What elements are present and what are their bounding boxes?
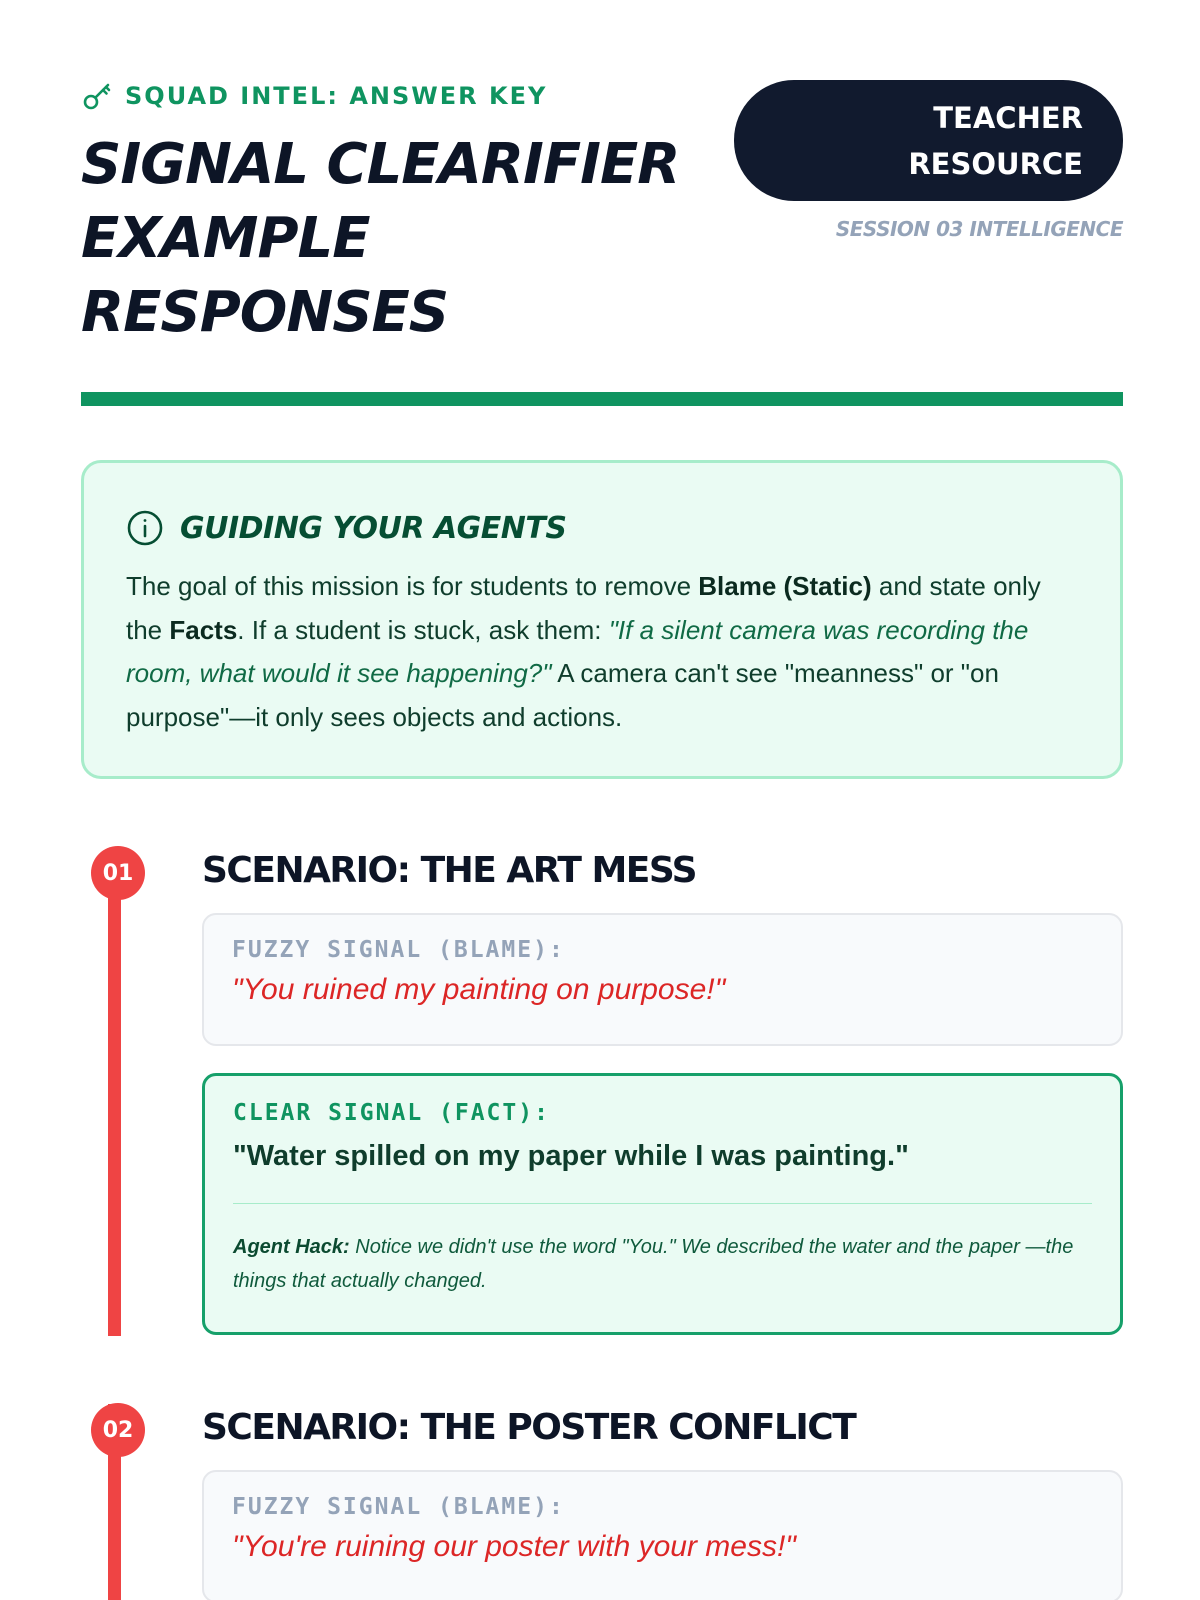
badge-line: RESOURCE: [908, 146, 1083, 181]
agent-hack-note: [233, 1230, 1092, 1298]
info-icon: [126, 509, 164, 547]
guide-bold: Facts: [169, 614, 238, 645]
guide-text: and state only the: [126, 571, 1041, 645]
title-line: SIGNAL CLEARIFIER: [81, 132, 680, 197]
agent-hack-label: Agent Hack:: [233, 1236, 350, 1258]
fuzzy-signal-card: [202, 913, 1123, 1046]
page-title: [81, 128, 761, 350]
clear-signal-card: [202, 1073, 1123, 1335]
scenario-title: SCENARIO: THE ART MESS: [202, 850, 697, 891]
fuzzy-signal-card: [202, 1470, 1123, 1600]
eyebrow-label: SQUAD INTEL: ANSWER KEY: [125, 82, 548, 110]
scenario-number: 02: [91, 1403, 145, 1457]
guide-header: [126, 509, 1078, 547]
fuzzy-signal-quote: "You're ruining our poster with your mess!": [232, 1530, 796, 1563]
guide-body: [126, 565, 1078, 739]
fuzzy-signal-quote: "You ruined my painting on purpose!": [232, 973, 726, 1006]
teacher-resource-badge: [734, 80, 1123, 201]
session-label: SESSION 03 INTELLIGENCE: [835, 217, 1123, 241]
title-line: RESPONSES: [81, 280, 449, 345]
guide-text: A camera can't see "meanness" or "on purpose"—it only sees objects and actions.: [126, 658, 999, 732]
agent-hack-text: Notice we didn't use the word "You." We described the water and the paper —the things that actually changed.: [233, 1236, 1074, 1292]
title-line: EXAMPLE: [81, 206, 370, 271]
guide-bold: Blame (Static): [698, 571, 872, 601]
answer-key-page: [81, 0, 1123, 1600]
fuzzy-signal-label: FUZZY SIGNAL (BLAME):: [232, 937, 565, 963]
guide-title: GUIDING YOUR AGENTS: [180, 510, 567, 546]
guide-text: The goal of this mission is for students to remove: [126, 571, 699, 601]
guide-italic: "If a silent camera was recording the room, what would it see happening?": [126, 614, 1029, 688]
divider: [233, 1203, 1092, 1204]
key-icon: [81, 80, 113, 112]
header-divider: [81, 392, 1123, 406]
guide-callout: [81, 460, 1123, 779]
timeline-line: [108, 848, 121, 1336]
eyebrow: [81, 80, 547, 112]
clear-signal-quote: "Water spilled on my paper while I was painting.": [233, 1140, 909, 1172]
fuzzy-signal-label: FUZZY SIGNAL (BLAME):: [232, 1494, 565, 1520]
guide-text: . If a student is stuck, ask them:: [237, 614, 609, 645]
clear-signal-label: CLEAR SIGNAL (FACT):: [233, 1100, 550, 1126]
scenario-number: 01: [91, 846, 145, 900]
scenario-title: SCENARIO: THE POSTER CONFLICT: [202, 1407, 856, 1448]
badge-line: TEACHER: [933, 100, 1083, 135]
